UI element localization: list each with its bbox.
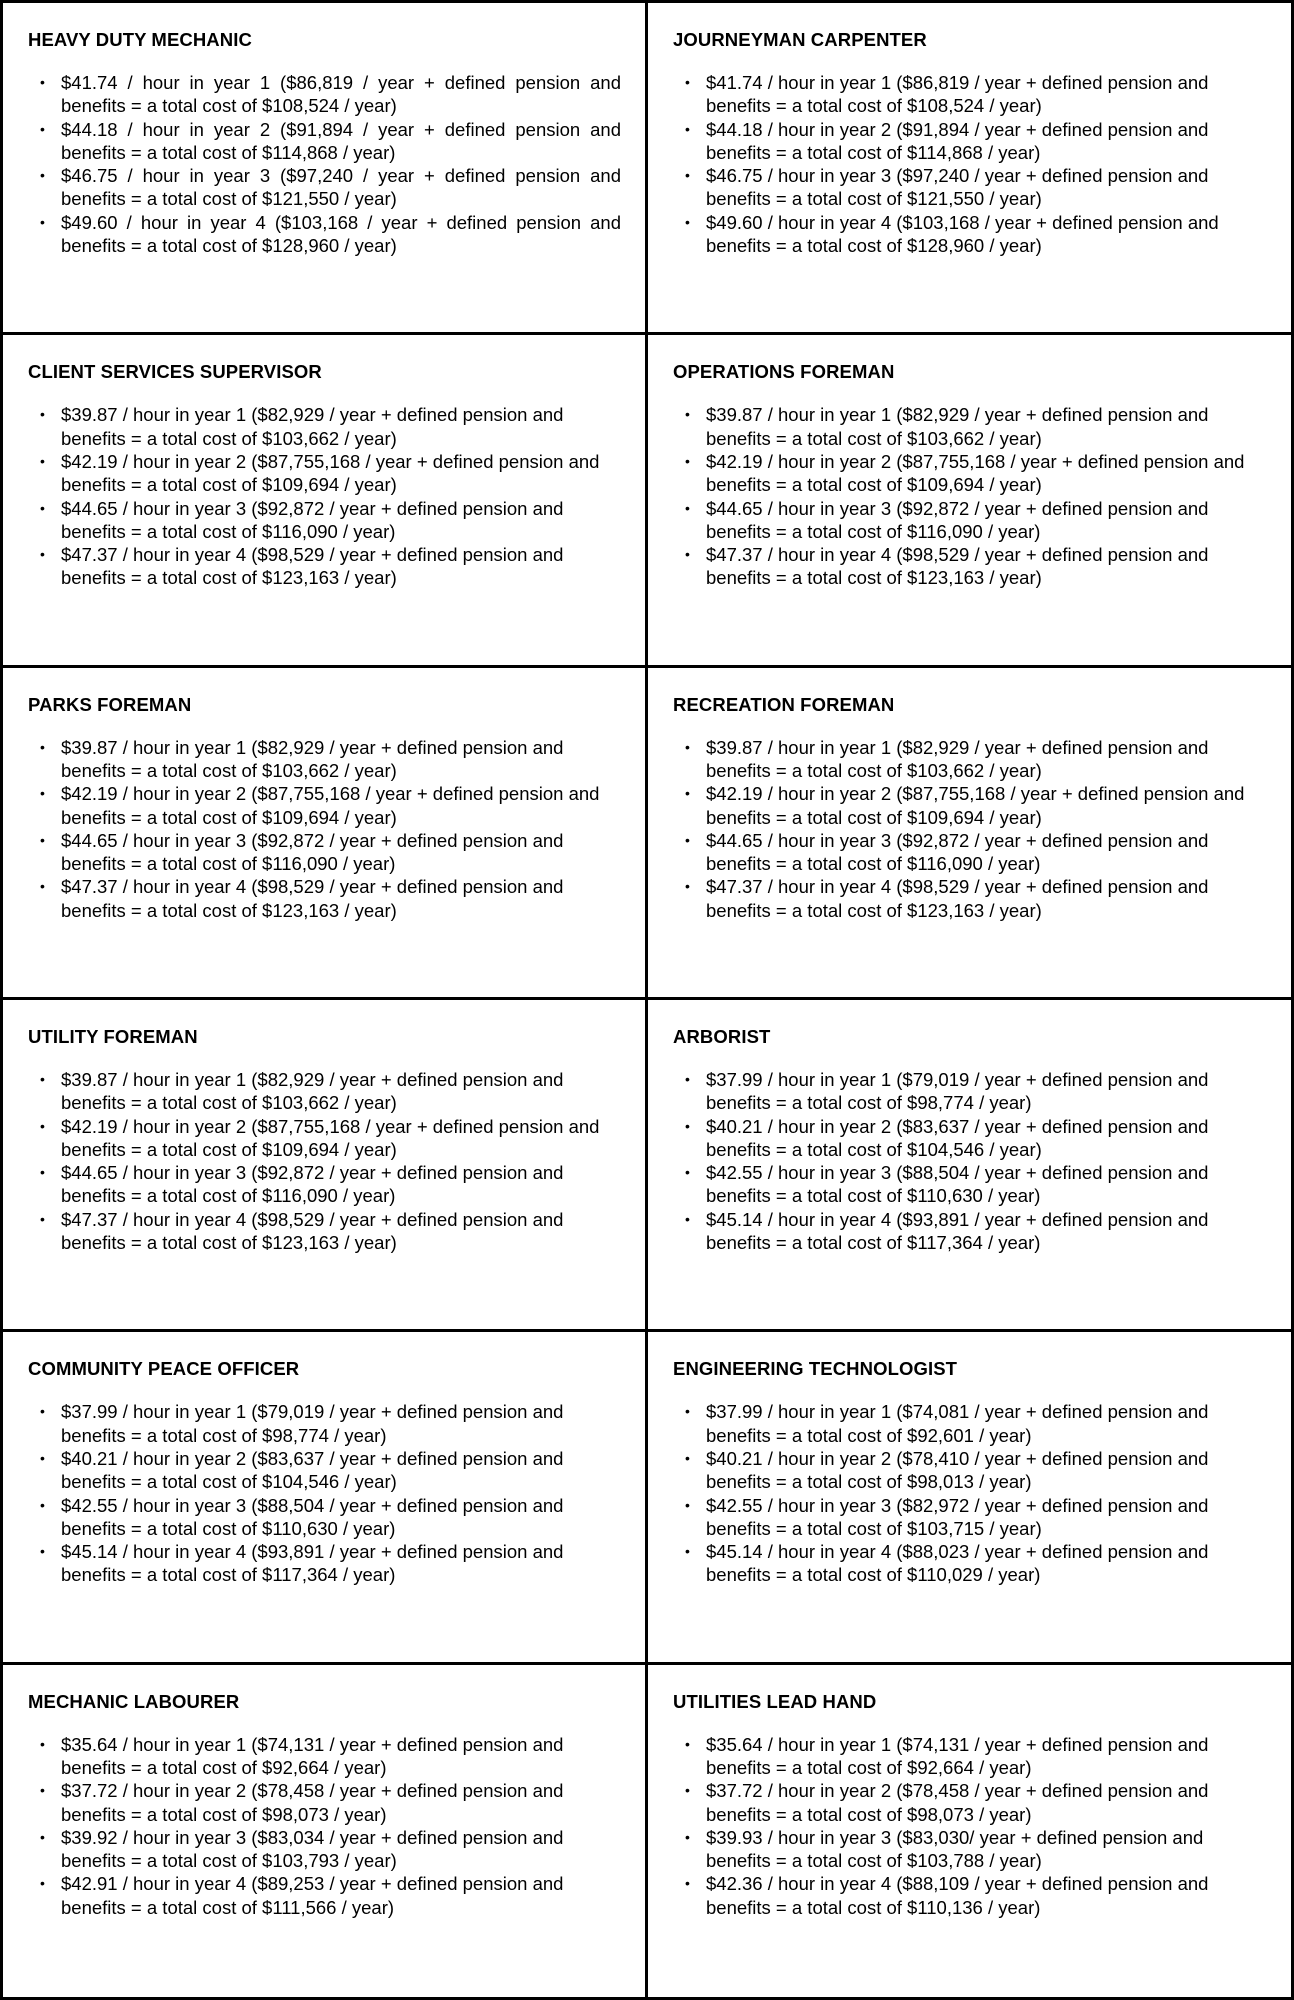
bullet-icon: • <box>685 499 690 516</box>
position-title: MECHANIC LABOURER <box>28 1690 240 1712</box>
bullet-icon: • <box>685 1875 690 1892</box>
wage-list <box>673 71 1270 257</box>
bullet-icon: • <box>40 1071 45 1087</box>
position-title: OPERATIONS FOREMAN <box>673 361 895 383</box>
bullet-icon: • <box>685 74 690 90</box>
wage-item: • $42.55 / hour in year 3 ($88,504 / year + defined pension and benefits = a total cost of $110,630 / year) <box>40 1494 564 1539</box>
wage-item: • $39.93 / hour in year 3 ($83,030/ year + defined pension and benefits = a total cost of $103,788 / year) <box>685 1826 1204 1872</box>
wage-list <box>28 736 621 922</box>
wage-item: • $40.21 / hour in year 2 ($83,637 / year + defined pension and benefits = a total cost of $104,546 / year) <box>40 1447 564 1493</box>
position-title: ARBORIST <box>673 1026 771 1047</box>
bullet-icon: • <box>685 831 690 848</box>
bullet-icon: • <box>40 452 45 469</box>
wage-list <box>673 1068 1270 1254</box>
wage-item: • $39.87 / hour in year 1 ($82,929 / year + defined pension and benefits = a total cost of $103,662 / year) <box>40 736 564 781</box>
wage-item: • $37.72 / hour in year 2 ($78,458 / year + defined pension and benefits = a total cost of $98,073 / year) <box>685 1780 1209 1825</box>
bullet-icon: • <box>40 167 45 184</box>
wage-item: • $40.21 / hour in year 2 ($78,410 / year + defined pension and benefits = a total cost of $98,013 / year) <box>685 1447 1209 1493</box>
wage-item: • $42.55 / hour in year 3 ($88,504 / year + defined pension and benefits = a total cost of $110,630 / year) <box>685 1162 1209 1207</box>
wage-item: • $47.37 / hour in year 4 ($98,529 / year + defined pension and benefits = a total cost of $123,163 / year) <box>685 876 1209 921</box>
position-cell-utility-foreman <box>3 1000 648 1332</box>
bullet-icon: • <box>40 785 45 802</box>
bullet-icon: • <box>685 1543 690 1560</box>
wage-item: • $37.99 / hour in year 1 ($79,019 / year + defined pension and benefits = a total cost of $98,774 / year) <box>40 1401 564 1446</box>
position-cell-journeyman-carpenter <box>648 3 1294 335</box>
wage-item: • $37.99 / hour in year 1 ($79,019 / year + defined pension and benefits = a total cost of $98,774 / year) <box>685 1069 1209 1114</box>
wage-item: • $45.14 / hour in year 4 ($93,891 / year + defined pension and benefits = a total cost of $117,364 / year) <box>685 1208 1209 1254</box>
wage-item: • $49.60 / hour in year 4 ($103,168 / year + defined pension and benefits = a total cost of $128,960 / year) <box>685 211 1219 257</box>
wage-item: • $39.92 / hour in year 3 ($83,034 / year + defined pension and benefits = a total cost of $103,793 / year) <box>40 1826 564 1872</box>
wage-list <box>28 1733 621 1919</box>
bullet-icon: • <box>685 1164 690 1181</box>
wage-item: • $37.72 / hour in year 2 ($78,458 / year + defined pension and benefits = a total cost of $98,073 / year) <box>40 1780 564 1825</box>
bullet-icon: • <box>40 1543 45 1560</box>
wage-item: • $44.65 / hour in year 3 ($92,872 / year + defined pension and benefits = a total cost of $116,090 / year) <box>40 829 564 875</box>
bullet-icon: • <box>685 1210 690 1227</box>
bullet-icon: • <box>40 1875 45 1892</box>
bullet-icon: • <box>40 1403 45 1420</box>
position-title: ENGINEERING TECHNOLOGIST <box>673 1358 958 1380</box>
wage-item: • $47.37 / hour in year 4 ($98,529 / year + defined pension and benefits = a total cost of $123,163 / year) <box>685 544 1209 589</box>
bullet-icon: • <box>685 406 690 423</box>
wage-item: • $47.37 / hour in year 4 ($98,529 / year + defined pension and benefits = a total cost of $123,163 / year) <box>40 1208 564 1254</box>
position-title: COMMUNITY PEACE OFFICER <box>28 1358 300 1380</box>
wage-list <box>673 1400 1270 1586</box>
wage-item: • $39.87 / hour in year 1 ($82,929 / year + defined pension and benefits = a total cost of $103,662 / year) <box>685 404 1209 449</box>
position-cell-heavy-duty-mechanic <box>3 3 648 335</box>
wage-list <box>28 1068 621 1254</box>
position-title: HEAVY DUTY MECHANIC <box>28 29 252 50</box>
bullet-icon: • <box>685 1117 690 1134</box>
bullet-icon: • <box>685 785 690 802</box>
position-title: RECREATION FOREMAN <box>673 693 895 715</box>
bullet-icon: • <box>685 1071 690 1087</box>
position-cell-arborist <box>648 1000 1294 1332</box>
bullet-icon: • <box>685 738 690 755</box>
bullet-icon: • <box>40 120 45 137</box>
wage-list <box>673 1733 1270 1919</box>
wage-item: • $44.65 / hour in year 3 ($92,872 / year + defined pension and benefits = a total cost of $116,090 / year) <box>685 497 1209 542</box>
bullet-icon: • <box>40 1735 45 1752</box>
wage-item: • $42.19 / hour in year 2 ($87,755,168 / year + defined pension and benefits = a total cost of $109,694 / year) <box>40 450 600 496</box>
wage-item: • $39.87 / hour in year 1 ($82,929 / year + defined pension and benefits = a total cost of $103,662 / year) <box>40 404 564 449</box>
bullet-icon: • <box>40 1164 45 1181</box>
bullet-icon: • <box>685 452 690 469</box>
bullet-icon: • <box>685 546 690 563</box>
wage-item: • $46.75 / hour in year 3 ($97,240 / year + defined pension and benefits = a total cost of $121,550 / year) <box>685 165 1209 210</box>
bullet-icon: • <box>685 213 690 230</box>
bullet-icon: • <box>685 167 690 184</box>
wage-item: • $42.55 / hour in year 3 ($82,972 / year + defined pension and benefits = a total cost of $103,715 / year) <box>685 1494 1209 1539</box>
position-cell-recreation-foreman <box>648 668 1294 1000</box>
wage-item: • $39.87 / hour in year 1 ($82,929 / year + defined pension and benefits = a total cost of $103,662 / year) <box>685 736 1209 781</box>
wage-list <box>673 736 1270 922</box>
bullet-icon: • <box>40 738 45 755</box>
bullet-icon: • <box>40 546 45 563</box>
wage-item: • $46.75 / hour in year 3 ($97,240 / year + defined pension and benefits = a total cost of $121,550 / year) <box>40 165 621 210</box>
wage-item: • $42.19 / hour in year 2 ($87,755,168 / year + defined pension and benefits = a total cost of $109,694 / year) <box>40 783 600 828</box>
wage-item: • $41.74 / hour in year 1 ($86,819 / year + defined pension and benefits = a total cost of $108,524 / year) <box>40 72 621 117</box>
wage-list <box>28 1400 621 1586</box>
bullet-icon: • <box>685 1496 690 1513</box>
bullet-icon: • <box>40 1782 45 1799</box>
wage-item: • $44.65 / hour in year 3 ($92,872 / year + defined pension and benefits = a total cost of $116,090 / year) <box>40 497 564 542</box>
bullet-icon: • <box>40 1496 45 1513</box>
position-cell-operations-foreman <box>648 335 1294 667</box>
position-title: UTILITY FOREMAN <box>28 1026 198 1047</box>
wage-item: • $47.37 / hour in year 4 ($98,529 / year + defined pension and benefits = a total cost of $123,163 / year) <box>40 544 564 589</box>
bullet-icon: • <box>40 1210 45 1227</box>
bullet-icon: • <box>685 1828 690 1845</box>
bullet-icon: • <box>40 74 45 90</box>
bullet-icon: • <box>685 1782 690 1799</box>
position-cell-client-services-supervisor <box>3 335 648 667</box>
wage-item: • $37.99 / hour in year 1 ($74,081 / year + defined pension and benefits = a total cost of $92,601 / year) <box>685 1401 1209 1446</box>
bullet-icon: • <box>40 1449 45 1466</box>
wage-item: • $44.18 / hour in year 2 ($91,894 / year + defined pension and benefits = a total cost of $114,868 / year) <box>685 118 1209 163</box>
wage-item: • $39.87 / hour in year 1 ($82,929 / year + defined pension and benefits = a total cost of $103,662 / year) <box>40 1069 564 1114</box>
bullet-icon: • <box>40 213 45 230</box>
wage-item: • $42.91 / hour in year 4 ($89,253 / year + defined pension and benefits = a total cost of $111,566 / year) <box>40 1873 564 1918</box>
position-title: UTILITIES LEAD HAND <box>673 1690 877 1712</box>
wage-item: • $42.36 / hour in year 4 ($88,109 / year + defined pension and benefits = a total cost of $110,136 / year) <box>685 1873 1209 1918</box>
bullet-icon: • <box>40 406 45 423</box>
position-cell-mechanic-labourer <box>3 1665 648 1997</box>
bullet-icon: • <box>685 1449 690 1466</box>
bullet-icon: • <box>40 1117 45 1134</box>
bullet-icon: • <box>685 1735 690 1752</box>
position-title: JOURNEYMAN CARPENTER <box>673 29 927 50</box>
wage-item: • $42.19 / hour in year 2 ($87,755,168 / year + defined pension and benefits = a total cost of $109,694 / year) <box>685 783 1245 828</box>
wage-item: • $44.18 / hour in year 2 ($91,894 / year + defined pension and benefits = a total cost of $114,868 / year) <box>40 118 621 163</box>
bullet-icon: • <box>685 878 690 895</box>
wage-item: • $45.14 / hour in year 4 ($93,891 / year + defined pension and benefits = a total cost of $117,364 / year) <box>40 1541 564 1586</box>
position-cell-community-peace-officer <box>3 1332 648 1664</box>
wage-item: • $42.19 / hour in year 2 ($87,755,168 / year + defined pension and benefits = a total cost of $109,694 / year) <box>685 450 1245 496</box>
position-title: CLIENT SERVICES SUPERVISOR <box>28 361 322 383</box>
wage-item: • $47.37 / hour in year 4 ($98,529 / year + defined pension and benefits = a total cost of $123,163 / year) <box>40 876 564 921</box>
position-title: PARKS FOREMAN <box>28 693 192 715</box>
wage-list <box>28 71 621 257</box>
bullet-icon: • <box>40 1828 45 1845</box>
wage-item: • $44.65 / hour in year 3 ($92,872 / year + defined pension and benefits = a total cost of $116,090 / year) <box>40 1162 564 1207</box>
wage-item: • $42.19 / hour in year 2 ($87,755,168 / year + defined pension and benefits = a total cost of $109,694 / year) <box>40 1115 600 1160</box>
wage-item: • $49.60 / hour in year 4 ($103,168 / year + defined pension and benefits = a total cost of $128,960 / year) <box>40 211 621 257</box>
wage-item: • $35.64 / hour in year 1 ($74,131 / year + defined pension and benefits = a total cost of $92,664 / year) <box>40 1733 564 1778</box>
wage-list <box>673 403 1270 589</box>
bullet-icon: • <box>40 831 45 848</box>
bullet-icon: • <box>685 1403 690 1420</box>
wage-item: • $41.74 / hour in year 1 ($86,819 / year + defined pension and benefits = a total cost of $108,524 / year) <box>685 72 1209 117</box>
bullet-icon: • <box>40 878 45 895</box>
wage-list <box>28 403 621 589</box>
position-cell-engineering-technologist <box>648 1332 1294 1664</box>
wage-item: • $40.21 / hour in year 2 ($83,637 / year + defined pension and benefits = a total cost of $104,546 / year) <box>685 1115 1209 1160</box>
position-cell-utilities-lead-hand <box>648 1665 1294 1997</box>
wage-item: • $35.64 / hour in year 1 ($74,131 / year + defined pension and benefits = a total cost of $92,664 / year) <box>685 1733 1209 1778</box>
wage-item: • $44.65 / hour in year 3 ($92,872 / year + defined pension and benefits = a total cost of $116,090 / year) <box>685 829 1209 875</box>
wage-item: • $45.14 / hour in year 4 ($88,023 / year + defined pension and benefits = a total cost of $110,029 / year) <box>685 1541 1209 1586</box>
bullet-icon: • <box>40 499 45 516</box>
position-cell-parks-foreman <box>3 668 648 1000</box>
bullet-icon: • <box>685 120 690 137</box>
